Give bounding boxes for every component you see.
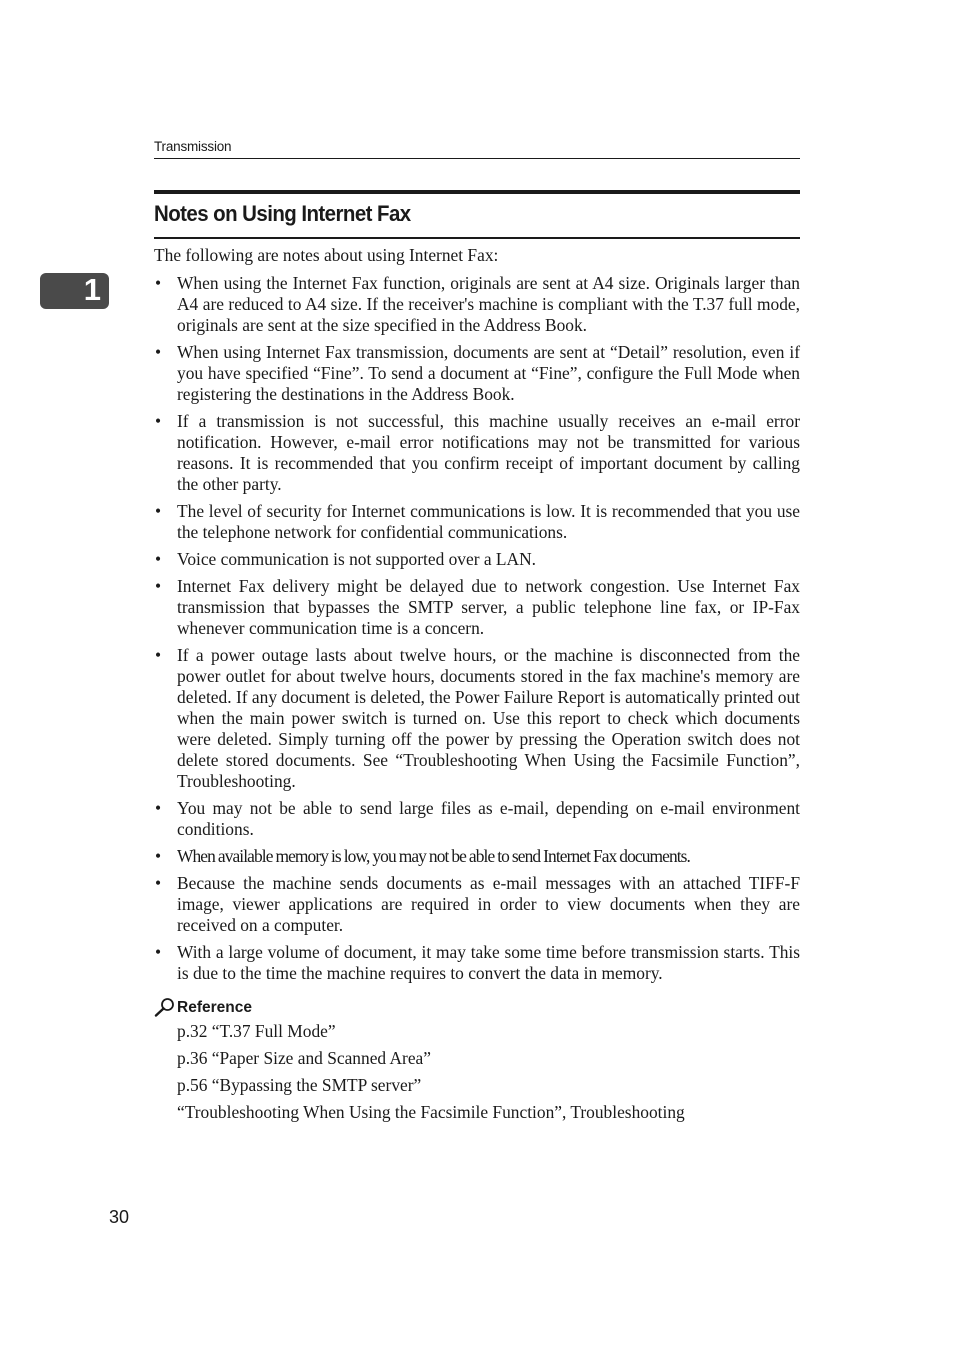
note-item: • The level of security for Internet communications is low. It is recommended that you use the telephone network for confidential communications. bbox=[154, 501, 800, 543]
reference-label: Reference bbox=[177, 998, 252, 1016]
note-item: • If a transmission is not successful, this machine usually receives an e-mail error notification. However, e-mail error notifications may not be transmitted for various reasons. It is recommended that you confirm receipt of important document by calling the other party. bbox=[154, 411, 800, 495]
reference-heading bbox=[154, 996, 800, 1018]
chapter-number: 1 bbox=[83, 272, 101, 307]
title-bar bbox=[154, 190, 800, 194]
note-item: • If a power outage lasts about twelve hours, or the machine is disconnected from the power outlet for about twelve hours, documents stored in the fax machine's memory are deleted. If any document is deleted, the Power Failure Report is automatically printed out when the main power switch is turned on. Use this report to check which documents were deleted. Simply turning off the power by pressing the Operation switch does not delete stored documents. See “Troubleshooting When Using the Facsimile Function”, Troubleshooting. bbox=[154, 645, 800, 792]
reference-list bbox=[154, 1021, 800, 1123]
page-number: 30 bbox=[109, 1207, 130, 1227]
magnifier-icon bbox=[154, 997, 176, 1017]
reference-link[interactable]: p.56 “Bypassing the SMTP server” bbox=[177, 1075, 422, 1095]
notes-list bbox=[154, 273, 800, 984]
title-underline bbox=[154, 237, 800, 239]
reference-link[interactable]: p.32 “T.37 Full Mode” bbox=[177, 1021, 336, 1041]
intro-paragraph: The following are notes about using Internet Fax: bbox=[154, 245, 499, 265]
note-item: • Because the machine sends documents as e-mail messages with an attached TIFF-F image, viewer applications are required in order to view documents when they are received on a computer. bbox=[154, 873, 800, 936]
header-rule bbox=[154, 158, 800, 159]
note-item: • When using the Internet Fax function, originals are sent at A4 size. Originals larger than A4 are reduced to A4 size. If the receiver's machine is compliant with the T.37 full mode, originals are sent at the size specified in the Address Book. bbox=[154, 273, 800, 336]
note-item: • When available memory is low, you may not be able to send Internet Fax documents. bbox=[154, 846, 800, 867]
reference-link[interactable]: “Troubleshooting When Using the Facsimile Function”, Troubleshooting bbox=[177, 1102, 685, 1122]
running-header: Transmission bbox=[154, 139, 232, 154]
note-item: • Internet Fax delivery might be delayed due to network congestion. Use Internet Fax transmission that bypasses the SMTP server, a public telephone line fax, or IP-Fax whenever communication time is a concern. bbox=[154, 576, 800, 639]
note-item: • You may not be able to send large files as e-mail, depending on e-mail environment conditions. bbox=[154, 798, 800, 840]
note-item: • With a large volume of document, it may take some time before transmission starts. This is due to the time the machine requires to convert the data in memory. bbox=[154, 942, 800, 984]
note-item: • Voice communication is not supported over a LAN. bbox=[154, 549, 800, 570]
section-title: Notes on Using Internet Fax bbox=[154, 201, 411, 226]
note-item: • When using Internet Fax transmission, documents are sent at “Detail” resolution, even if you have specified “Fine”. To send a document at “Fine”, configure the Full Mode when registering the destinations in the Address Book. bbox=[154, 342, 800, 405]
main-content bbox=[154, 245, 800, 1129]
reference-link[interactable]: p.36 “Paper Size and Scanned Area” bbox=[177, 1048, 431, 1068]
chapter-tab bbox=[40, 273, 109, 309]
